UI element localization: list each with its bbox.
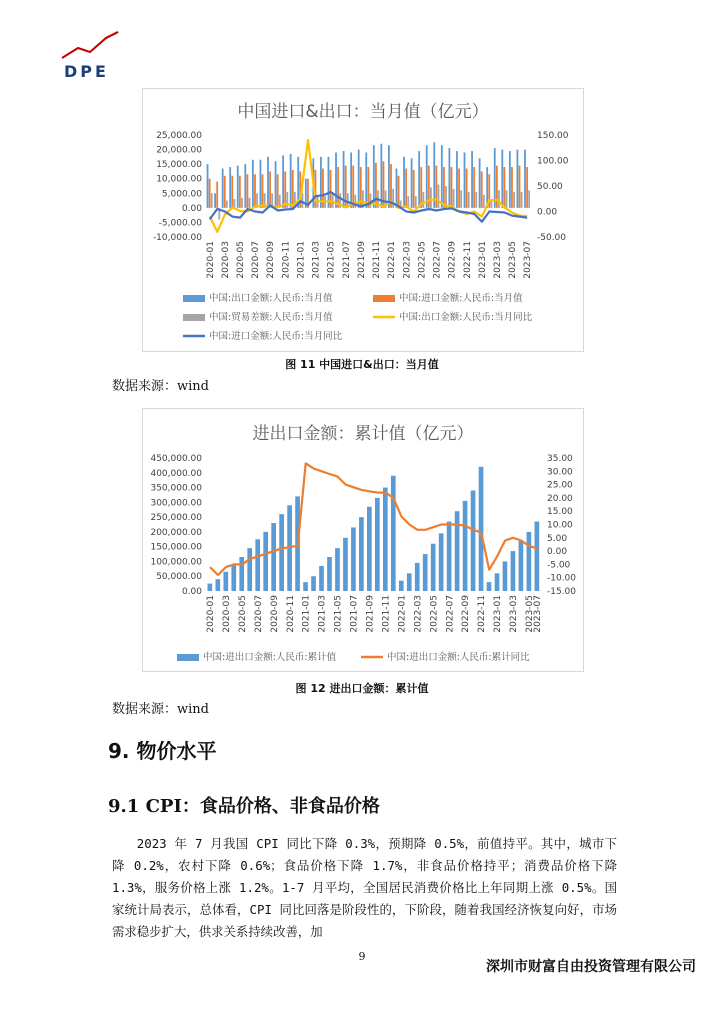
y-left-tick-label: 150,000.00 xyxy=(150,542,202,553)
bar xyxy=(244,164,246,208)
x-tick-label: 2020-11 xyxy=(281,241,292,279)
bar xyxy=(503,561,508,591)
figure-11-source: 数据来源：wind xyxy=(112,379,209,394)
y-right-tick-label: 20.00 xyxy=(547,493,573,504)
bar xyxy=(282,155,284,207)
bar xyxy=(223,572,228,591)
bar xyxy=(517,150,519,208)
legend-label: 中国:贸易差额:人民币:当月值 xyxy=(209,312,333,323)
bar xyxy=(438,185,440,208)
y-right-tick-label: -50.00 xyxy=(537,233,567,243)
bar xyxy=(448,148,450,208)
bar xyxy=(527,532,532,591)
legend-swatch xyxy=(183,314,205,321)
bar xyxy=(249,198,251,208)
bar xyxy=(447,522,452,591)
legend-swatch xyxy=(183,295,205,302)
bar xyxy=(519,166,521,208)
bar xyxy=(343,538,348,591)
figure-12-caption: 图 12 进出口金额：累计值 xyxy=(295,682,429,695)
bar xyxy=(231,176,233,208)
bar xyxy=(292,170,294,208)
y-left-tick-label: 20,000.00 xyxy=(156,145,202,156)
y-left-tick-label: 100,000.00 xyxy=(150,557,202,568)
bar xyxy=(504,167,506,208)
bar xyxy=(479,158,481,208)
bar xyxy=(490,201,492,208)
x-tick-label: 2021-03 xyxy=(311,241,322,279)
bar xyxy=(405,169,407,208)
y-right-tick-label: 100.00 xyxy=(537,156,569,167)
figure-11-caption: 图 11 中国进口&出口：当月值 xyxy=(285,358,439,371)
bar xyxy=(396,169,398,208)
bar xyxy=(231,564,236,591)
bar xyxy=(475,192,477,208)
y-left-tick-label: -5,000.00 xyxy=(158,218,202,229)
bar xyxy=(466,169,468,208)
bar xyxy=(252,160,254,208)
y-right-tick-label: 15.00 xyxy=(547,507,573,518)
x-tick-label: 2021-09 xyxy=(356,241,367,279)
bar xyxy=(391,476,396,591)
x-tick-label: 2023-07 xyxy=(523,241,534,279)
bar xyxy=(430,187,432,207)
bar xyxy=(262,174,264,208)
x-tick-label: 2022-01 xyxy=(387,241,398,279)
bar xyxy=(254,174,256,208)
bar xyxy=(375,163,377,208)
bar xyxy=(509,151,511,208)
x-tick-label: 2020-03 xyxy=(221,595,232,633)
y-left-tick-label: 15,000.00 xyxy=(156,160,202,171)
y-right-tick-label: 25.00 xyxy=(547,480,573,491)
bar xyxy=(468,192,470,208)
bar xyxy=(290,154,292,208)
body-paragraph: 2023 年 7 月我国 CPI 同比下降 0.3%，预期降 0.5%，前值持平。其中，城市下降 0.2%，农村下降 0.6%；食品价格下降 1.7%，非食品价格持平；消费品价格下降 1.3%，服务价格上涨 1.2%。1-7 月平均，全国居民消费价格比上年同期上涨 0.5%。国家统计局表示，总体看，CPI 同比回落是阶段性的，下阶段，随着我国经济恢复向好，市场需求稳步扩大，供求关系持续改善，加 xyxy=(112,836,617,939)
bar xyxy=(521,192,523,208)
bar xyxy=(411,158,413,208)
bar xyxy=(471,491,476,591)
x-tick-label: 2022-05 xyxy=(417,241,428,279)
y-right-tick-label: -15.00 xyxy=(547,587,577,597)
bar xyxy=(224,176,226,208)
bar xyxy=(263,532,268,591)
bar xyxy=(222,169,224,208)
x-tick-label: 2020-01 xyxy=(205,241,216,279)
bar xyxy=(375,498,380,591)
x-tick-label: 2021-11 xyxy=(372,241,383,279)
x-tick-label: 2023-07 xyxy=(533,595,544,633)
bar xyxy=(327,557,332,591)
y-left-tick-label: -10,000.00 xyxy=(152,233,202,243)
bar xyxy=(471,151,473,208)
bar xyxy=(464,152,466,207)
bar xyxy=(277,174,279,208)
bar xyxy=(370,193,372,208)
legend-swatch xyxy=(373,295,395,302)
bar xyxy=(269,171,271,207)
x-tick-label: 2021-03 xyxy=(317,595,328,633)
x-tick-label: 2022-11 xyxy=(462,241,473,279)
y-left-tick-label: 300,000.00 xyxy=(150,498,202,509)
bar xyxy=(271,523,276,591)
bar xyxy=(415,563,420,591)
y-left-tick-label: 250,000.00 xyxy=(150,513,202,524)
bar xyxy=(267,157,269,208)
bar xyxy=(439,533,444,591)
y-right-tick-label: 50.00 xyxy=(537,182,563,192)
bar xyxy=(511,551,516,591)
bar xyxy=(413,170,415,208)
legend-swatch xyxy=(177,654,199,661)
bar xyxy=(207,164,209,208)
y-right-tick-label: 0.00 xyxy=(537,207,558,218)
y-right-tick-label: 30.00 xyxy=(547,467,573,478)
bar xyxy=(519,541,524,591)
bar xyxy=(495,573,500,591)
chart-12-title: 进出口金额：累计值（亿元） xyxy=(252,424,474,444)
bar xyxy=(526,167,528,208)
x-tick-label: 2022-05 xyxy=(429,595,440,633)
bar xyxy=(460,190,462,207)
x-tick-label: 2020-01 xyxy=(205,595,216,633)
y-right-tick-label: 35.00 xyxy=(547,454,573,464)
bar xyxy=(208,584,213,591)
x-tick-label: 2020-11 xyxy=(285,595,296,633)
bar xyxy=(506,190,508,207)
x-tick-label: 2020-07 xyxy=(253,595,264,633)
bar xyxy=(479,467,484,591)
bar xyxy=(420,167,422,208)
bar xyxy=(367,507,372,591)
y-left-tick-label: 0.00 xyxy=(181,203,202,214)
x-tick-label: 2023-05 xyxy=(525,595,536,633)
bar xyxy=(303,582,308,591)
y-left-tick-label: 450,000.00 xyxy=(150,454,202,464)
bar xyxy=(535,522,540,591)
legend-label: 中国:进口金额:人民币:当月同比 xyxy=(209,331,343,342)
bar xyxy=(247,174,249,208)
bar xyxy=(211,193,213,208)
x-tick-label: 2021-07 xyxy=(349,595,360,633)
y-left-tick-label: 5,000.00 xyxy=(161,189,202,200)
bar xyxy=(279,514,284,591)
y-right-tick-label: 5.00 xyxy=(547,533,568,544)
bar xyxy=(423,554,428,591)
y-right-tick-label: -10.00 xyxy=(547,573,577,584)
bar xyxy=(498,190,500,207)
x-tick-label: 2023-05 xyxy=(508,241,519,279)
y-right-tick-label: -5.00 xyxy=(547,560,571,571)
x-tick-label: 2020-09 xyxy=(269,595,280,633)
bar xyxy=(234,199,236,208)
bar xyxy=(443,167,445,208)
bar xyxy=(456,151,458,208)
y-left-tick-label: 50,000.00 xyxy=(156,572,202,583)
y-left-tick-label: 10,000.00 xyxy=(156,174,202,185)
chart-11-frame xyxy=(142,88,584,352)
bar xyxy=(403,157,405,208)
chart-12-frame xyxy=(142,408,584,672)
x-tick-label: 2020-05 xyxy=(236,241,247,279)
x-tick-label: 2021-01 xyxy=(296,241,307,279)
bar xyxy=(524,150,526,208)
bar xyxy=(383,488,388,591)
chart-11 xyxy=(143,89,583,351)
x-tick-label: 2022-07 xyxy=(432,241,443,279)
bar xyxy=(528,190,530,207)
x-tick-label: 2022-09 xyxy=(461,595,472,633)
bar xyxy=(241,198,243,208)
bar xyxy=(455,511,460,591)
bar xyxy=(365,152,367,207)
bar xyxy=(275,161,277,208)
bar xyxy=(511,167,513,208)
bar xyxy=(451,167,453,208)
bar xyxy=(487,582,492,591)
x-tick-label: 2021-07 xyxy=(341,241,352,279)
x-tick-label: 2022-03 xyxy=(413,595,424,633)
y-left-tick-label: 25,000.00 xyxy=(156,131,202,141)
bar xyxy=(373,145,375,208)
bar xyxy=(481,171,483,207)
bar xyxy=(399,581,404,591)
bar xyxy=(422,192,424,208)
bar xyxy=(367,167,369,208)
bar xyxy=(426,145,428,208)
chart-11-title: 中国进口&出口：当月值（亿元） xyxy=(237,102,489,122)
company-name: 深圳市财富自由投资管理有限公司 xyxy=(486,959,696,975)
subsection-heading: 9.1 CPI：食品价格、非食品价格 xyxy=(108,796,380,817)
bar xyxy=(463,501,468,591)
bar xyxy=(255,539,260,591)
bar xyxy=(335,152,337,207)
bar xyxy=(260,160,262,208)
bar xyxy=(237,166,239,208)
x-tick-label: 2022-01 xyxy=(397,595,408,633)
bar xyxy=(216,182,218,208)
bar xyxy=(214,193,216,208)
bar xyxy=(433,142,435,208)
bar xyxy=(359,517,364,591)
y-left-tick-label: 400,000.00 xyxy=(150,468,202,479)
bar xyxy=(352,166,354,208)
y-right-tick-label: 0.00 xyxy=(547,547,568,558)
x-tick-label: 2023-01 xyxy=(493,595,504,633)
bar xyxy=(513,192,515,208)
legend-label: 中国:进口金额:人民币:当月值 xyxy=(399,293,523,304)
bar xyxy=(229,167,231,208)
bar xyxy=(380,144,382,208)
bar xyxy=(350,152,352,207)
bar xyxy=(418,151,420,208)
bar xyxy=(441,145,443,208)
bar xyxy=(209,179,211,208)
x-tick-label: 2020-09 xyxy=(266,241,277,279)
x-tick-label: 2022-09 xyxy=(447,241,458,279)
chart-12 xyxy=(143,409,583,671)
bar xyxy=(458,169,460,208)
bar xyxy=(337,167,339,208)
logo-text: DPE xyxy=(64,62,109,81)
x-tick-label: 2022-11 xyxy=(477,595,488,633)
x-tick-label: 2021-05 xyxy=(326,241,337,279)
y-right-tick-label: 150.00 xyxy=(537,131,569,141)
bar xyxy=(431,544,436,591)
x-tick-label: 2021-09 xyxy=(365,595,376,633)
legend-label: 中国:进出口金额:人民币:累计值 xyxy=(203,652,337,663)
y-left-tick-label: 350,000.00 xyxy=(150,483,202,494)
bar xyxy=(319,566,324,591)
bar xyxy=(501,150,503,208)
x-tick-label: 2020-03 xyxy=(220,241,231,279)
legend-label: 中国:出口金额:人民币:当月值 xyxy=(209,293,333,304)
bar xyxy=(311,576,316,591)
x-tick-label: 2020-07 xyxy=(251,241,262,279)
bar xyxy=(215,579,220,591)
bar xyxy=(226,201,228,208)
bar xyxy=(335,548,340,591)
bar xyxy=(483,195,485,208)
y-left-tick-label: 200,000.00 xyxy=(150,527,202,538)
bar xyxy=(453,189,455,208)
x-tick-label: 2021-01 xyxy=(301,595,312,633)
y-right-tick-label: 10.00 xyxy=(547,520,573,531)
bar xyxy=(473,167,475,208)
x-tick-label: 2023-01 xyxy=(477,241,488,279)
legend-label: 中国:出口金额:人民币:当月同比 xyxy=(399,312,533,323)
x-tick-label: 2021-11 xyxy=(381,595,392,633)
bar xyxy=(239,176,241,208)
bar xyxy=(435,166,437,208)
bar xyxy=(358,150,360,208)
x-tick-label: 2023-03 xyxy=(492,241,503,279)
x-tick-label: 2022-03 xyxy=(402,241,413,279)
page-number: 9 xyxy=(358,950,366,963)
legend-label: 中国:进出口金额:人民币:累计同比 xyxy=(387,652,530,663)
x-tick-label: 2022-07 xyxy=(445,595,456,633)
bar xyxy=(247,548,252,591)
bar xyxy=(407,573,412,591)
bar xyxy=(388,145,390,208)
bar xyxy=(284,171,286,207)
x-tick-label: 2023-03 xyxy=(509,595,520,633)
x-tick-label: 2021-05 xyxy=(333,595,344,633)
section-heading: 9. 物价水平 xyxy=(108,739,217,763)
bar xyxy=(398,176,400,208)
y-left-tick-label: 0.00 xyxy=(181,587,202,597)
x-tick-label: 2020-05 xyxy=(237,595,248,633)
figure-12-source: 数据来源：wind xyxy=(112,702,209,717)
bar xyxy=(351,527,356,591)
bar xyxy=(415,196,417,208)
